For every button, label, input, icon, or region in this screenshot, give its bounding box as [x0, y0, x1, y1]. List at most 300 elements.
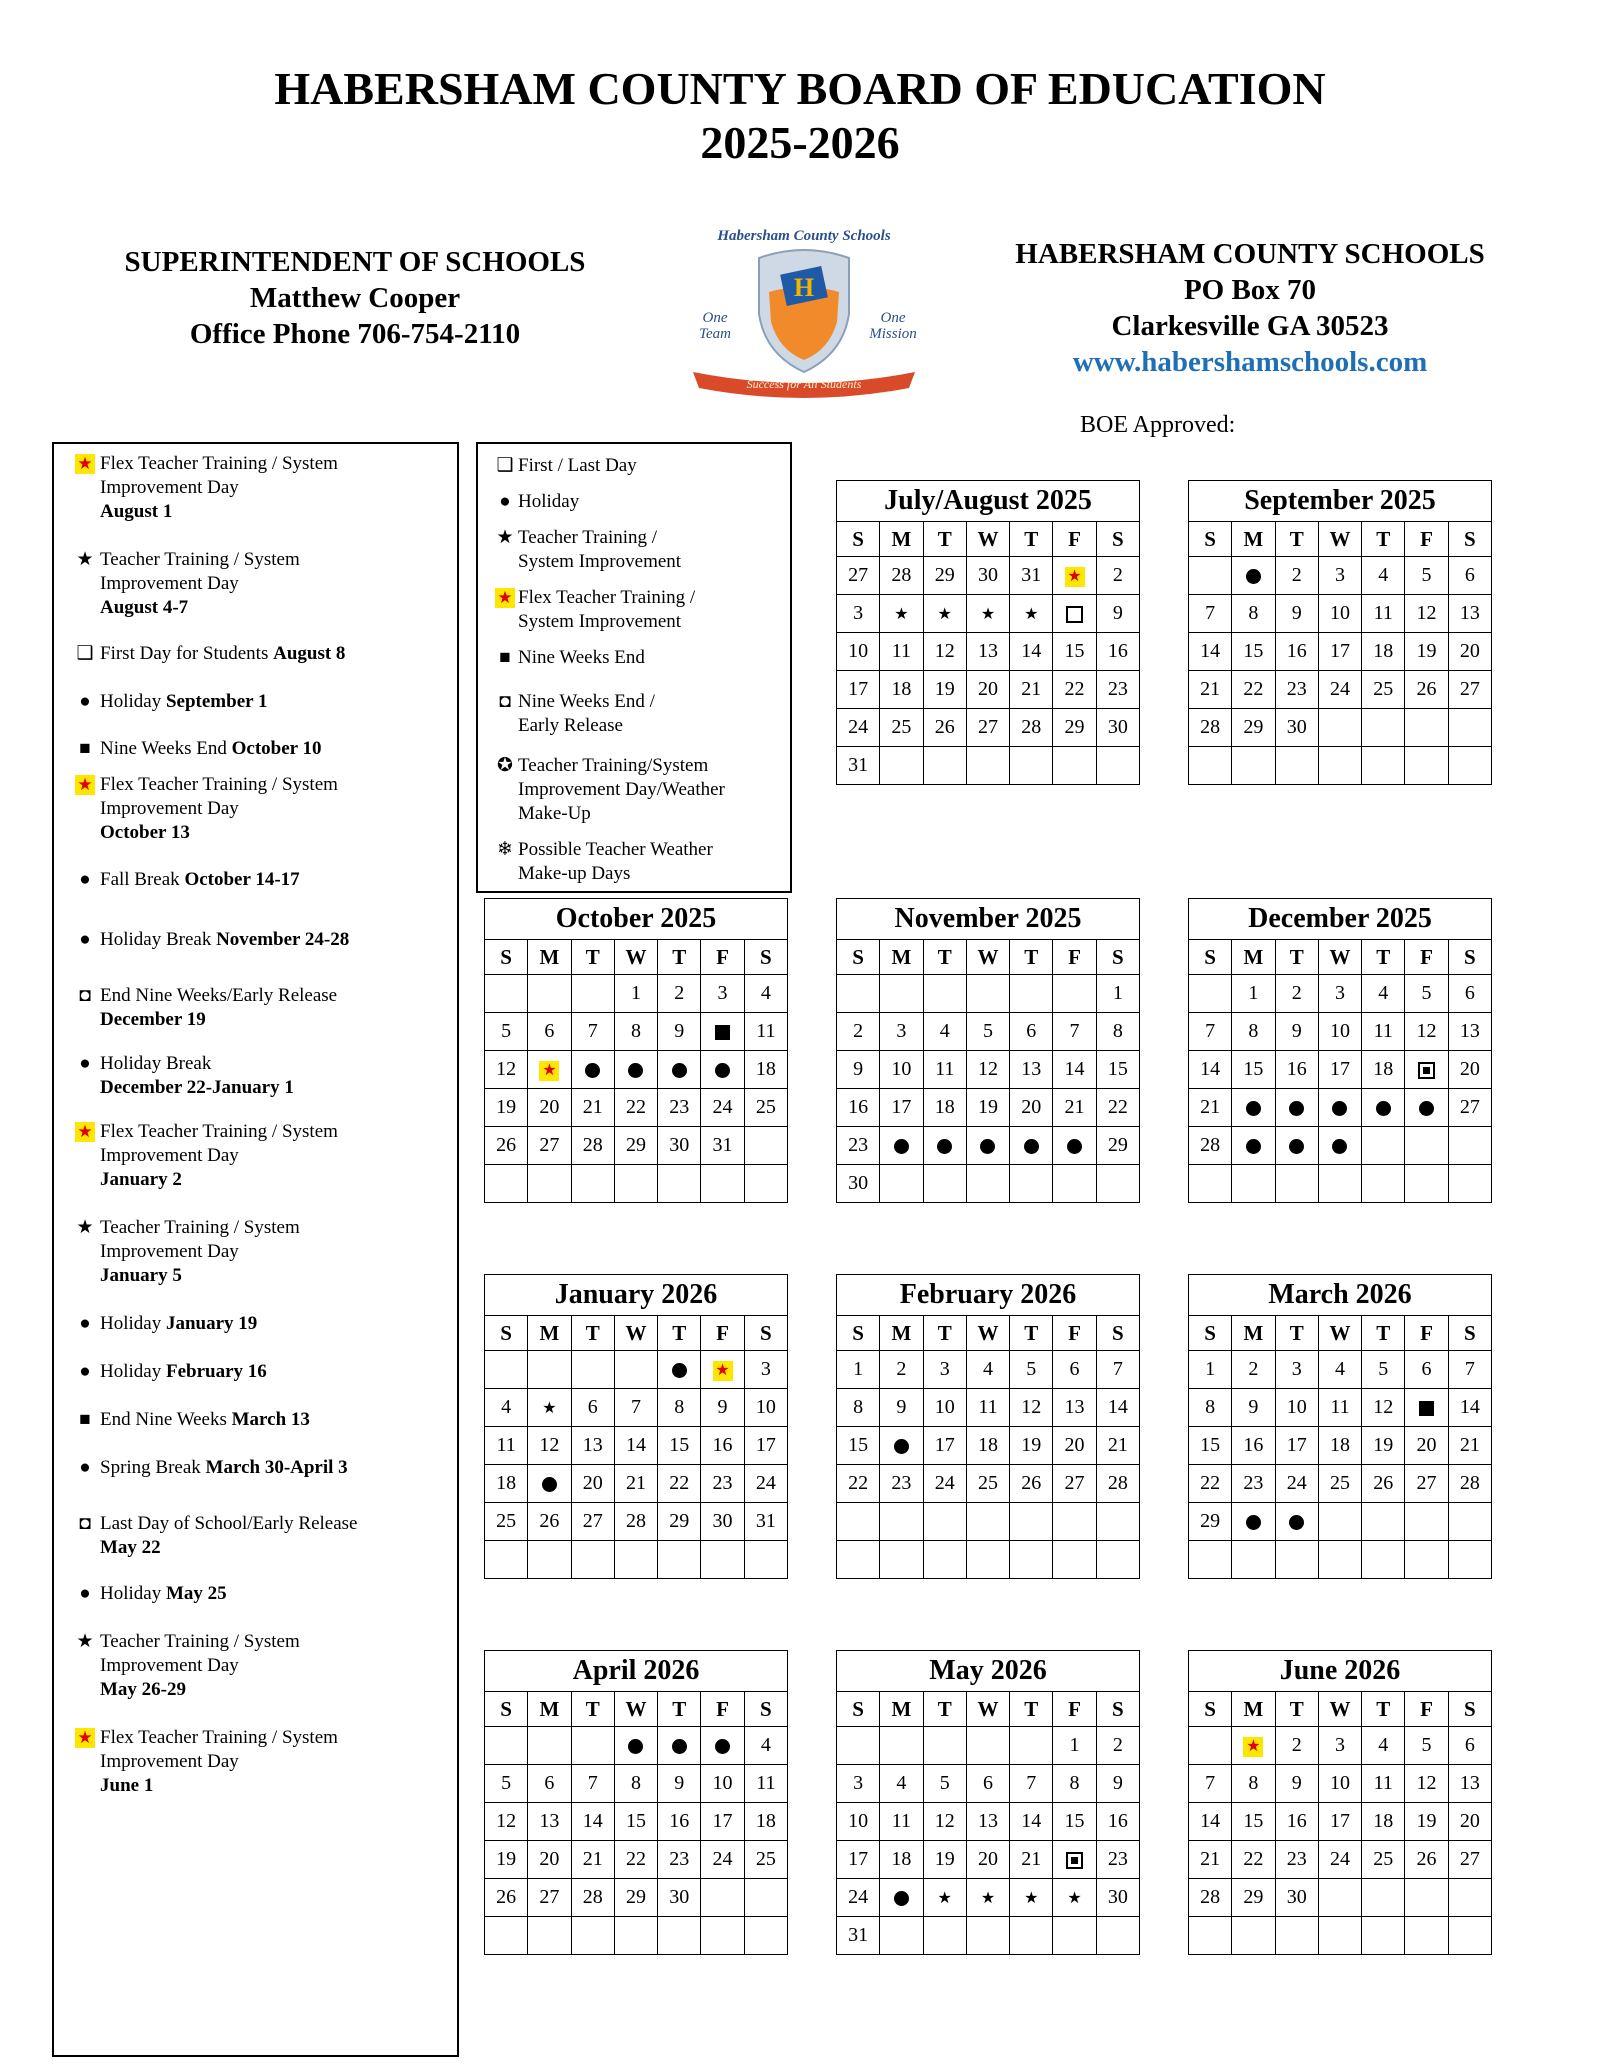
day-cell	[966, 1503, 1009, 1541]
day-cell	[837, 671, 880, 709]
day-cell	[1275, 595, 1318, 633]
legend-line	[494, 526, 784, 550]
day-number: 24	[1329, 678, 1350, 700]
holiday-dot-icon	[1024, 1139, 1039, 1154]
day-cell	[571, 1389, 614, 1427]
day-number: 17	[712, 1810, 733, 1832]
day-cell	[614, 1089, 657, 1127]
legend-item	[494, 838, 784, 886]
day-cell	[1096, 975, 1139, 1013]
day-cell	[1189, 1727, 1232, 1765]
day-cell	[1053, 709, 1096, 747]
day-cell	[1010, 1841, 1053, 1879]
day-cell	[880, 1503, 923, 1541]
event-line	[74, 1216, 454, 1240]
snowflake-icon: ❄	[497, 839, 513, 860]
day-cell	[880, 1127, 923, 1165]
day-cell	[1448, 1727, 1491, 1765]
day-number: 20	[977, 1848, 998, 1870]
day-cell	[1189, 1051, 1232, 1089]
day-cell	[1405, 1803, 1448, 1841]
day-number: 14	[625, 1434, 646, 1456]
holiday-dot-icon	[1246, 1515, 1261, 1530]
day-cell	[1362, 1917, 1405, 1955]
month-calendar	[484, 1650, 788, 1955]
day-cell	[1232, 1351, 1275, 1389]
day-number: 7	[1112, 1358, 1123, 1380]
weekday-header: T	[571, 1692, 614, 1727]
day-cell	[485, 1917, 528, 1955]
day-cell	[1362, 1051, 1405, 1089]
day-number: 14	[1064, 1058, 1085, 1080]
day-number: 8	[630, 1020, 641, 1042]
weekday-header: S	[1189, 1316, 1232, 1351]
day-cell	[1362, 557, 1405, 595]
day-cell	[1189, 1765, 1232, 1803]
event-line	[74, 1512, 454, 1536]
dot-icon: ●	[79, 1361, 91, 1382]
dot-icon: ●	[79, 929, 91, 950]
day-cell	[1448, 633, 1491, 671]
day-cell	[837, 709, 880, 747]
weekday-header: S	[1096, 1692, 1139, 1727]
day-cell	[1189, 595, 1232, 633]
day-cell	[1318, 1803, 1361, 1841]
dot-icon: ●	[79, 1313, 91, 1334]
day-cell	[1053, 1765, 1096, 1803]
weekday-header: W	[1318, 522, 1361, 557]
weekday-header: T	[1362, 1316, 1405, 1351]
day-number: 14	[1200, 1058, 1221, 1080]
day-cell	[1275, 1427, 1318, 1465]
day-cell	[880, 709, 923, 747]
event-date: March 13	[231, 1409, 310, 1430]
day-number: 2	[1112, 1734, 1123, 1756]
flex-star-icon	[494, 586, 516, 610]
flex-star-glyph: ★	[75, 1728, 95, 1748]
weekday-header: W	[614, 1316, 657, 1351]
day-cell	[744, 1765, 787, 1803]
day-cell	[701, 1051, 744, 1089]
day-number: 26	[1373, 1472, 1394, 1494]
holiday-dot-icon	[1289, 1101, 1304, 1116]
day-cell	[1232, 1765, 1275, 1803]
month-calendar	[1188, 1650, 1492, 1955]
day-cell	[485, 1427, 528, 1465]
holiday-dot-icon	[628, 1739, 643, 1754]
day-number: 1	[853, 1358, 864, 1380]
day-cell	[966, 1841, 1009, 1879]
day-number: 15	[1243, 640, 1264, 662]
day-cell	[571, 1727, 614, 1765]
day-cell	[880, 1879, 923, 1917]
event-text: Flex Teacher Training / System	[100, 1121, 338, 1142]
day-number: 10	[1329, 602, 1350, 624]
day-cell	[1096, 1879, 1139, 1917]
day-cell	[923, 747, 966, 785]
day-cell	[1448, 557, 1491, 595]
day-cell	[1448, 1803, 1491, 1841]
day-cell	[1053, 1879, 1096, 1917]
day-cell	[966, 1427, 1009, 1465]
day-number: 6	[982, 1772, 993, 1794]
day-cell	[1010, 1051, 1053, 1089]
legend-text-line3: Make-Up	[518, 803, 591, 824]
event-date: December 22-January 1	[100, 1077, 294, 1098]
day-number: 3	[1291, 1358, 1302, 1380]
month-title: December 2025	[1189, 899, 1492, 940]
weekday-header: S	[744, 1692, 787, 1727]
month-grid	[836, 480, 1140, 785]
star-icon: ★	[496, 527, 514, 548]
day-cell	[1362, 1013, 1405, 1051]
day-cell	[1275, 1541, 1318, 1579]
day-cell	[614, 1127, 657, 1165]
day-number: 14	[582, 1810, 603, 1832]
event-item	[74, 1312, 454, 1336]
day-cell	[1232, 633, 1275, 671]
day-number: 16	[712, 1434, 733, 1456]
holiday-dot-icon	[672, 1363, 687, 1378]
legend-text: Teacher Training/System	[518, 755, 709, 776]
legend-line	[494, 838, 784, 862]
school-year: 2025-2026	[700, 117, 900, 168]
day-cell	[1405, 1841, 1448, 1879]
day-cell	[1053, 1051, 1096, 1089]
day-cell	[1010, 1803, 1053, 1841]
month-title: November 2025	[837, 899, 1140, 940]
day-number: 8	[1112, 1020, 1123, 1042]
day-cell	[571, 1541, 614, 1579]
day-cell	[1053, 1803, 1096, 1841]
weekday-header: W	[614, 1692, 657, 1727]
day-cell	[571, 1465, 614, 1503]
day-cell	[1405, 557, 1448, 595]
day-cell	[658, 1841, 701, 1879]
weekday-header: M	[528, 1692, 571, 1727]
day-number: 30	[1107, 1886, 1128, 1908]
day-number: 6	[544, 1772, 555, 1794]
day-cell	[1318, 1427, 1361, 1465]
event-line	[74, 642, 454, 666]
day-number: 7	[1205, 1020, 1216, 1042]
nine-weeks-end-icon	[715, 1025, 730, 1040]
day-number: 28	[1459, 1472, 1480, 1494]
square-icon: ■	[79, 1409, 91, 1430]
day-number: 5	[1421, 1734, 1432, 1756]
day-cell	[1189, 1465, 1232, 1503]
month-grid	[1188, 898, 1492, 1203]
day-cell	[880, 1541, 923, 1579]
day-number: 18	[1373, 640, 1394, 662]
day-number: 20	[539, 1096, 560, 1118]
day-number: 28	[891, 564, 912, 586]
day-number: 21	[1021, 678, 1042, 700]
day-cell	[880, 1803, 923, 1841]
day-cell	[1275, 1503, 1318, 1541]
day-number: 12	[977, 1058, 998, 1080]
district-address-block	[980, 236, 1520, 380]
legend-item	[494, 490, 784, 514]
event-date: December 19	[100, 1009, 206, 1030]
event-item	[74, 1216, 454, 1288]
day-cell	[1096, 1727, 1139, 1765]
day-number: 20	[539, 1848, 560, 1870]
day-cell	[1189, 975, 1232, 1013]
day-cell	[744, 1089, 787, 1127]
weekday-header: W	[966, 1692, 1009, 1727]
day-cell	[1232, 1503, 1275, 1541]
website-link[interactable]: www.habershamschools.com	[1072, 346, 1428, 378]
day-cell	[1405, 1917, 1448, 1955]
month-title: April 2026	[485, 1651, 788, 1692]
day-cell	[528, 1879, 571, 1917]
day-number: 23	[891, 1472, 912, 1494]
event-line	[74, 737, 454, 761]
weekday-header: F	[701, 1316, 744, 1351]
day-number: 5	[501, 1020, 512, 1042]
legend-text: Nine Weeks End	[518, 647, 645, 668]
day-cell	[571, 1165, 614, 1203]
day-number: 7	[630, 1396, 641, 1418]
day-number: 23	[669, 1848, 690, 1870]
weekday-header: W	[1318, 940, 1361, 975]
legend-text: Holiday	[518, 491, 580, 512]
day-cell	[658, 1765, 701, 1803]
teacher-training-star-icon: ★	[1067, 1890, 1082, 1907]
logo-right-text-2: Mission	[869, 326, 917, 342]
event-line	[74, 773, 454, 797]
day-cell	[1010, 1389, 1053, 1427]
day-number: 28	[1107, 1472, 1128, 1494]
weekday-header: S	[837, 1692, 880, 1727]
day-number: 13	[1064, 1396, 1085, 1418]
day-cell	[1053, 1351, 1096, 1389]
day-cell	[528, 1013, 571, 1051]
day-number: 24	[755, 1472, 776, 1494]
day-number: 24	[712, 1848, 733, 1870]
weekday-header: T	[923, 940, 966, 975]
day-cell	[701, 1089, 744, 1127]
event-line	[74, 1456, 454, 1480]
day-cell	[571, 1917, 614, 1955]
day-cell	[1275, 709, 1318, 747]
event-date: August 8	[273, 643, 346, 664]
teacher-training-star-icon: ★	[542, 1400, 557, 1417]
legend-text-line2: Improvement Day/Weather	[518, 779, 725, 800]
weekday-header: F	[1405, 940, 1448, 975]
day-number: 1	[1248, 982, 1259, 1004]
day-cell	[1318, 1051, 1361, 1089]
day-cell	[1010, 1765, 1053, 1803]
day-cell	[1010, 1013, 1053, 1051]
weekday-header: M	[1232, 940, 1275, 975]
day-number: 17	[755, 1434, 776, 1456]
day-cell	[1275, 1051, 1318, 1089]
day-number: 3	[853, 1772, 864, 1794]
month-title: June 2026	[1189, 1651, 1492, 1692]
day-number: 27	[539, 1886, 560, 1908]
event-date: February 16	[165, 1361, 267, 1382]
holiday-dot-icon	[1246, 569, 1261, 584]
star-icon: ★	[76, 1631, 94, 1652]
day-number: 30	[712, 1510, 733, 1532]
day-cell	[528, 1465, 571, 1503]
day-cell	[1232, 1465, 1275, 1503]
day-cell	[1010, 1879, 1053, 1917]
logo-shield-letter: H	[793, 273, 815, 302]
day-number: 5	[1378, 1358, 1389, 1380]
flex-star-icon	[74, 1726, 96, 1750]
day-cell	[966, 1013, 1009, 1051]
day-cell	[701, 1503, 744, 1541]
day-number: 22	[1243, 1848, 1264, 1870]
day-cell	[966, 1389, 1009, 1427]
day-number: 21	[625, 1472, 646, 1494]
day-number: 31	[848, 754, 869, 776]
day-cell	[528, 1389, 571, 1427]
day-cell	[1189, 671, 1232, 709]
weekday-header: S	[837, 522, 880, 557]
day-cell	[1010, 747, 1053, 785]
day-number: 3	[896, 1020, 907, 1042]
day-cell	[614, 1879, 657, 1917]
day-cell	[1318, 747, 1361, 785]
day-cell	[1053, 1841, 1096, 1879]
day-cell	[1232, 1541, 1275, 1579]
day-number: 5	[501, 1772, 512, 1794]
day-cell	[571, 1503, 614, 1541]
day-cell	[1448, 1389, 1491, 1427]
day-number: 29	[1200, 1510, 1221, 1532]
day-number: 13	[977, 1810, 998, 1832]
day-cell	[701, 1541, 744, 1579]
day-cell	[485, 1503, 528, 1541]
day-number: 21	[1200, 1096, 1221, 1118]
day-number: 29	[669, 1510, 690, 1532]
day-cell	[1232, 709, 1275, 747]
dotted-square-icon: ◘	[79, 985, 91, 1006]
teacher-training-star-icon: ★	[894, 606, 909, 623]
event-date: October 14-17	[184, 869, 300, 890]
star-icon: ★	[76, 1217, 94, 1238]
day-cell	[1448, 595, 1491, 633]
day-cell	[1010, 709, 1053, 747]
day-cell	[658, 1351, 701, 1389]
day-number: 5	[939, 1772, 950, 1794]
day-number: 26	[1416, 678, 1437, 700]
month-grid	[836, 898, 1140, 1203]
day-number: 5	[982, 1020, 993, 1042]
event-line	[74, 548, 454, 572]
day-cell	[528, 1765, 571, 1803]
day-cell	[1096, 709, 1139, 747]
day-cell	[837, 1879, 880, 1917]
weekday-header: T	[658, 940, 701, 975]
day-number: 27	[1416, 1472, 1437, 1494]
day-number: 29	[625, 1886, 646, 1908]
day-number: 19	[977, 1096, 998, 1118]
day-number: 16	[1107, 1810, 1128, 1832]
holiday-dot-icon	[894, 1439, 909, 1454]
day-cell	[1053, 1727, 1096, 1765]
day-cell	[658, 1127, 701, 1165]
day-cell	[658, 975, 701, 1013]
day-number: 19	[1416, 640, 1437, 662]
day-number: 4	[1378, 982, 1389, 1004]
day-cell	[1362, 709, 1405, 747]
day-cell	[923, 557, 966, 595]
day-number: 13	[1459, 1772, 1480, 1794]
day-cell	[614, 1917, 657, 1955]
day-cell	[744, 1427, 787, 1465]
day-cell	[1053, 557, 1096, 595]
day-cell	[1448, 1879, 1491, 1917]
day-cell	[614, 1465, 657, 1503]
flex-star-icon	[74, 773, 96, 797]
day-cell	[485, 1879, 528, 1917]
day-number: 11	[1373, 1772, 1393, 1794]
day-number: 9	[1291, 1020, 1302, 1042]
day-number: 23	[848, 1134, 869, 1156]
day-number: 14	[1200, 640, 1221, 662]
day-cell	[966, 1803, 1009, 1841]
holiday-dot-icon	[715, 1739, 730, 1754]
day-number: 13	[977, 640, 998, 662]
day-cell	[571, 1013, 614, 1051]
day-cell	[1318, 1127, 1361, 1165]
day-number: 8	[674, 1396, 685, 1418]
day-cell	[837, 1051, 880, 1089]
day-cell	[1232, 1917, 1275, 1955]
day-cell	[528, 1051, 571, 1089]
day-number: 8	[630, 1772, 641, 1794]
day-cell	[1448, 1351, 1491, 1389]
day-cell	[880, 671, 923, 709]
teacher-training-star-icon: ★	[980, 1890, 996, 1907]
event-item	[74, 868, 454, 892]
weekday-header: M	[1232, 522, 1275, 557]
day-number: 25	[1373, 678, 1394, 700]
month-title: February 2026	[837, 1275, 1140, 1316]
day-cell	[1318, 1389, 1361, 1427]
day-cell	[837, 1013, 880, 1051]
day-number: 20	[1416, 1434, 1437, 1456]
event-date: January 2	[100, 1169, 182, 1190]
day-cell	[658, 1089, 701, 1127]
holiday-dot-icon	[1246, 1101, 1261, 1116]
logo-top-text: Habersham County Schools	[717, 228, 891, 244]
day-number: 6	[1421, 1358, 1432, 1380]
day-cell	[923, 1727, 966, 1765]
month-title: May 2026	[837, 1651, 1140, 1692]
day-cell	[701, 1841, 744, 1879]
day-number: 27	[1064, 1472, 1085, 1494]
day-cell	[880, 1917, 923, 1955]
day-number: 26	[496, 1134, 517, 1156]
day-cell	[1405, 1541, 1448, 1579]
day-cell	[1189, 1541, 1232, 1579]
event-date: March 30-April 3	[205, 1457, 348, 1478]
weekday-header: M	[528, 940, 571, 975]
day-number: 15	[848, 1434, 869, 1456]
day-cell	[1232, 1727, 1275, 1765]
day-cell	[880, 1765, 923, 1803]
day-cell	[1448, 1841, 1491, 1879]
day-number: 27	[1459, 1848, 1480, 1870]
day-cell	[1232, 1389, 1275, 1427]
day-cell	[880, 1165, 923, 1203]
